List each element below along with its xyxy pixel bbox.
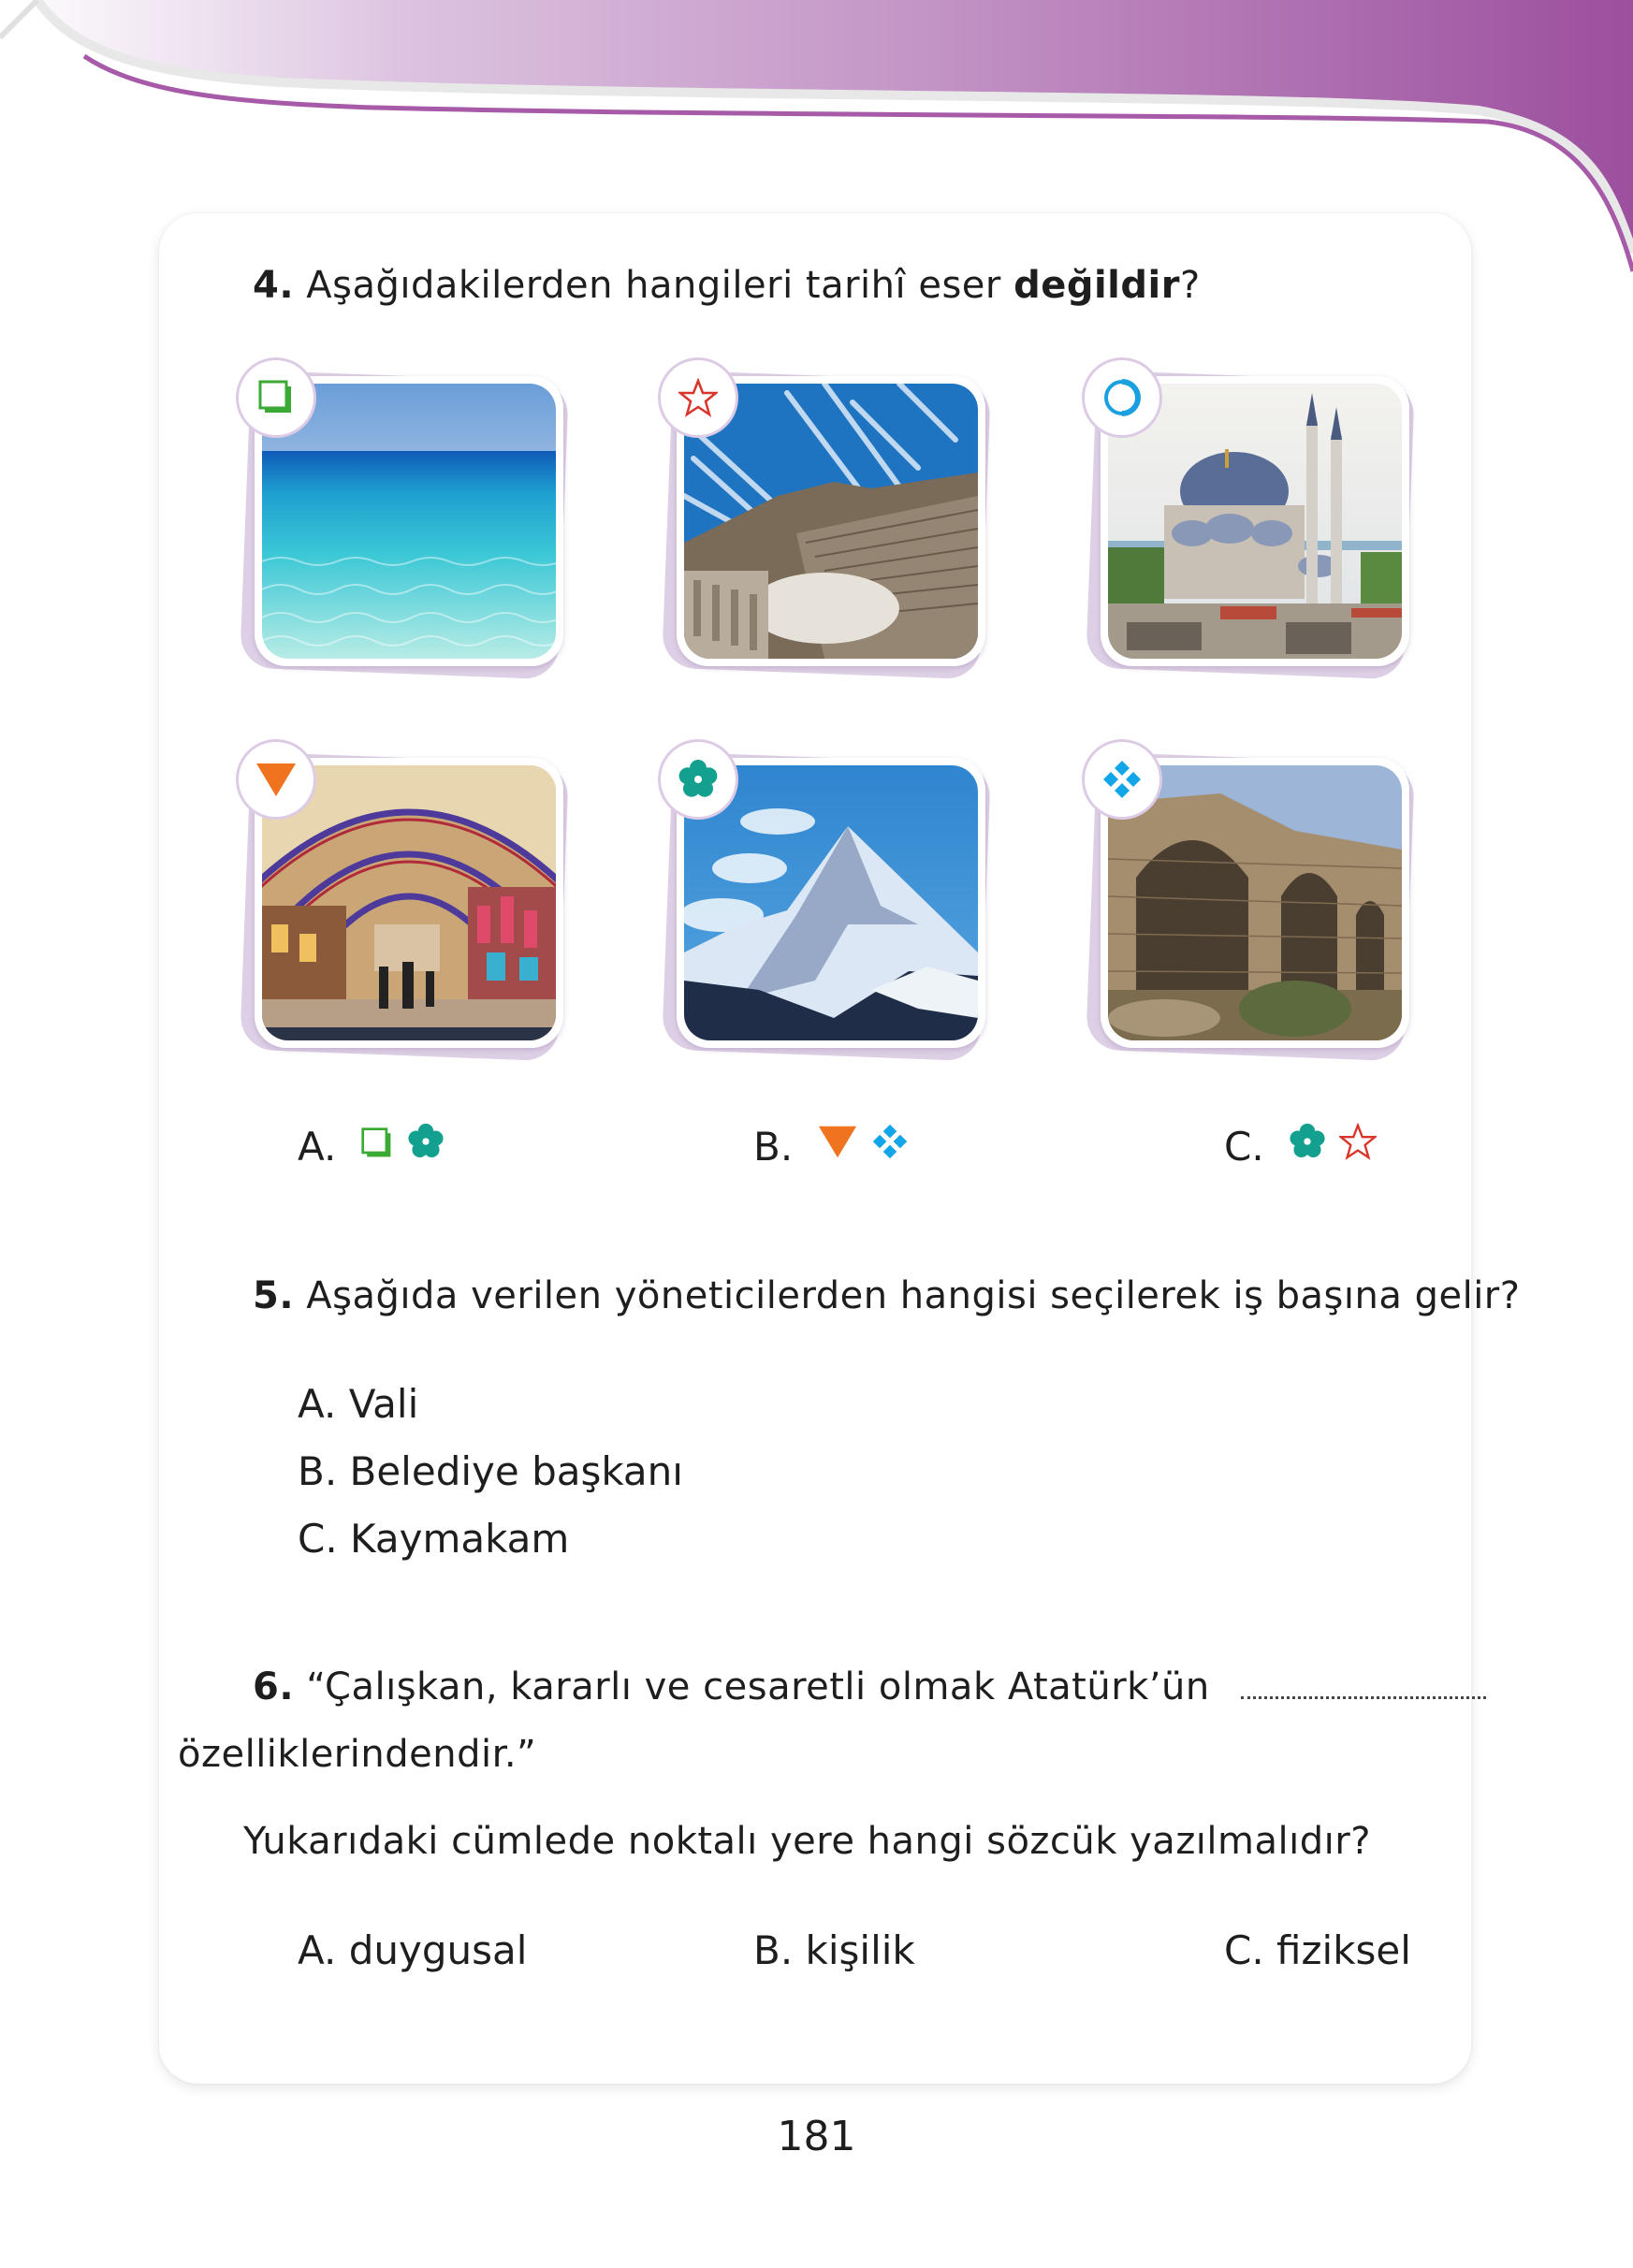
badge xyxy=(1082,739,1162,820)
q6-option-b[interactable]: B. kişilik xyxy=(753,1927,915,1973)
badge xyxy=(658,739,738,820)
green-square-icon xyxy=(360,1127,394,1160)
orange-triangle-icon xyxy=(255,761,298,798)
blue-diamonds-icon xyxy=(1101,759,1143,800)
badge xyxy=(236,739,316,820)
option-label: B. xyxy=(753,1123,794,1170)
blue-diamonds-icon xyxy=(871,1123,909,1160)
mountain-photo xyxy=(684,765,978,1040)
question-quote: “Çalışkan, kararlı ve cesaretli olmak Atatürk’ün xyxy=(306,1665,1210,1708)
question-5-title xyxy=(253,1274,1520,1317)
theatre-photo xyxy=(684,384,978,659)
option-label: A. xyxy=(298,1123,337,1170)
question-number: 6. xyxy=(253,1665,295,1708)
q5-option-b[interactable]: B. Belediye başkanı xyxy=(298,1448,683,1494)
question-6-prompt: Yukarıdaki cümlede noktalı yere hangi sözcük yazılmalıdır? xyxy=(243,1820,1371,1863)
page-number: 181 xyxy=(777,2113,856,2160)
sea-photo xyxy=(262,384,556,659)
image-tile-sea xyxy=(255,376,563,666)
red-star-icon xyxy=(1339,1123,1377,1160)
q6-option-c[interactable]: C. fiziksel xyxy=(1224,1927,1411,1973)
teal-flower-icon xyxy=(407,1123,445,1160)
image-tile-theatre xyxy=(677,376,985,666)
red-star-icon xyxy=(678,378,718,417)
q6-option-a[interactable]: A. duygusal xyxy=(298,1927,528,1973)
teal-flower-icon xyxy=(1289,1123,1326,1160)
question-number: 4. xyxy=(253,264,295,307)
badge xyxy=(658,357,738,438)
question-number: 5. xyxy=(253,1274,295,1317)
question-emphasis: değildir xyxy=(1013,264,1180,307)
q4-option-c[interactable] xyxy=(1224,1123,1377,1170)
teal-flower-icon xyxy=(678,759,719,800)
option-label: C. xyxy=(1224,1123,1264,1170)
question-text: Aşağıdakilerden hangileri tarihî eser xyxy=(306,264,1001,307)
q4-option-b[interactable] xyxy=(753,1123,909,1170)
question-text: Aşağıda verilen yöneticilerden hangisi seçilerek iş başına gelir? xyxy=(306,1274,1521,1317)
badge xyxy=(236,357,316,438)
green-square-icon xyxy=(257,379,295,416)
aqueduct-photo xyxy=(1108,765,1402,1040)
image-tile-aqueduct xyxy=(1101,758,1409,1048)
q5-option-a[interactable]: A. Vali xyxy=(298,1381,419,1427)
blue-circle-icon xyxy=(1101,377,1143,418)
q5-option-c[interactable]: C. Kaymakam xyxy=(298,1516,570,1562)
mosque-photo xyxy=(1108,384,1402,659)
q4-option-a[interactable] xyxy=(298,1123,445,1170)
question-6-line1 xyxy=(253,1665,1486,1708)
orange-triangle-icon xyxy=(817,1123,858,1160)
image-tile-bazaar xyxy=(255,758,563,1048)
image-tile-mountain xyxy=(677,758,985,1048)
badge xyxy=(1082,357,1162,438)
image-tile-mosque xyxy=(1101,376,1409,666)
question-6-line2: özelliklerindendir.” xyxy=(178,1733,537,1776)
question-4-title: 4. Aşağıdakilerden hangileri tarihî eser değildir? xyxy=(253,264,1201,307)
fill-in-blank xyxy=(1241,1696,1486,1699)
bazaar-photo xyxy=(262,765,556,1040)
